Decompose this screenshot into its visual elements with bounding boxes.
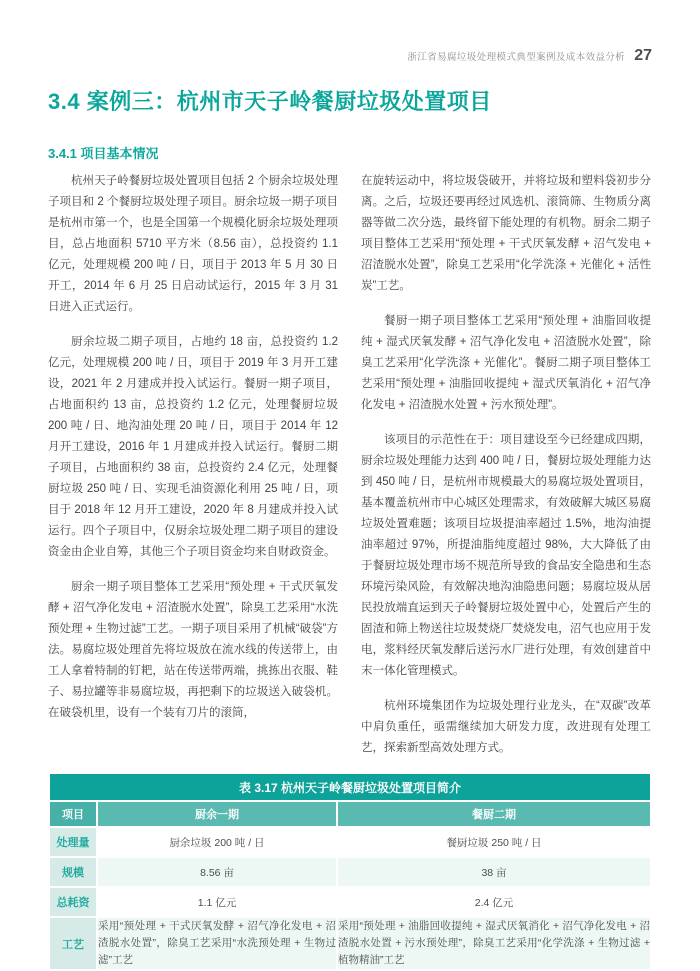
paragraph: 杭州环境集团作为垃圾处理行业龙头，在“双碳”改革中肩负重任，亟需继续加大研发力度，改进现有处理工艺，探索新型高效处理方式。 [361,700,651,754]
table-header-row [50,802,650,826]
body-columns [48,171,652,759]
paragraph: 厨余一期子项目整体工艺采用“预处理 + 干式厌氧发酵 + 沼气净化发电 + 沼渣脱水处置”，除臭工艺采用“水洗预处理 + 生物过滤”工艺。一期子项目采用了机械“破袋”方法。易腐垃圾处理首先将垃圾放在流水线的传送带上，由工人拿着特制的钉耙，站在传送带两端，挑拣出衣服、鞋子、易拉罐等非易腐垃圾，再把剩下的垃圾送入破袋机。在破袋机里，设有一个装有刀片的滚筒， [48,581,338,719]
row-label: 处理量 [50,828,96,856]
cell-value: 采用“预处理 + 油脂回收提纯 + 湿式厌氧消化 + 沼气净化发电 + 沼渣脱水处置 + 污水预处理”，除臭工艺采用“化学洗涤 + 生物过滤 + 植物精油”工艺 [338,918,650,969]
row-label: 规模 [50,858,96,886]
cell-value: 采用“预处理 + 干式厌氧发酵 + 沼气净化发电 + 沼渣脱水处置”，除臭工艺采用“水洗预处理 + 生物过滤”工艺 [98,918,336,969]
project-intro-table [48,772,652,971]
table-row-process [50,918,650,969]
booklet-title: 浙江省易腐垃圾处理模式典型案例及成本效益分析 [407,52,626,63]
cell-value: 2.4 亿元 [338,888,650,916]
paragraph: 杭州天子岭餐厨垃圾处置项目包括 2 个厨余垃圾处理子项目和 2 个餐厨垃圾处理子项目。厨余垃圾一期子项目是杭州市第一个，也是全国第一个规模化厨余垃圾处理项目，总占地面积 5710 平方米（8.56 亩），总投资约 1.1 亿元，处理规模 200 吨 / 日，项目于 2013 年 5 月 30 日开工，2014 年 6 月 25 日启动试运行，2015 年 3 月 31 日进入正式运行。 [48,175,338,313]
left-column [48,171,338,759]
table-row-scale [50,858,650,886]
table-row-investment [50,888,650,916]
header-cell-phase2: 餐厨二期 [338,802,650,826]
row-label: 工艺 [50,918,96,969]
page-number: 27 [634,47,652,64]
cell-value: 1.1 亿元 [98,888,336,916]
cell-value: 餐厨垃圾 250 吨 / 日 [338,828,650,856]
cell-value: 厨余垃圾 200 吨 / 日 [98,828,336,856]
row-label: 总耗资 [50,888,96,916]
table-title: 表 3.17 杭州天子岭餐厨垃圾处置项目简介 [50,774,650,800]
header-cell-phase1: 厨余一期 [98,802,336,826]
header-cell-item: 项目 [50,802,96,826]
table-title-row [50,774,650,800]
cell-value: 8.56 亩 [98,858,336,886]
chapter-title: 3.4 案例三：杭州市天子岭餐厨垃圾处置项目 [48,89,492,114]
paragraph-continuation: 在旋转运动中，将垃圾袋破开，并将垃圾和塑料袋初步分离。之后，垃圾还要再经过风选机、滚筒筛、生物质分离器等做二次分选，最终留下能处理的有机物。厨余二期子项目整体工艺采用“预处理 + 干式厌氧发酵 + 沼气发电 + 沼渣脱水处置”，除臭工艺采用“化学洗涤 + 光催化 + 活性炭”工艺。 [361,175,651,292]
paragraph: 餐厨一期子项目整体工艺采用“预处理 + 油脂回收提纯 + 湿式厌氧发酵 + 沼气净化发电 + 沼渣脱水处置”，除臭工艺采用“化学洗涤 + 光催化”。餐厨二期子项目整体工艺采用“预处理 + 油脂回收提纯 + 湿式厌氧消化 + 沼气净化发电 + 沼渣脱水处置 + 污水预处理”。 [361,315,651,411]
paragraph: 厨余垃圾二期子项目，占地约 18 亩，总投资约 1.2 亿元，处理规模 200 吨 / 日，项目于 2019 年 3 月开工建设，2021 年 2 月建成并投入试运行。餐厨一期子项目，占地面积约 13 亩，总投资约 1.2 亿元，处理餐厨垃圾 200 吨 / 日、地沟油处理 20 吨 / 日，项目于 2014 年 12 月开工建设，2016 年 1 月建成并投入试运行。餐厨二期子项目，占地面积约 38 亩，总投资约 2.4 亿元，处理餐厨垃圾 250 吨 / 日、实现毛油资源化利用 25 吨 / 日，项目于 2018 年 12 月开工建设，2020 年 8 月建成并投入试运行。四个子项目中，仅厨余垃圾处理二期子项目的建设资金由企业自筹，其他三个子项目资金均来自财政资金。 [48,336,338,558]
right-column [361,171,651,759]
section-heading: 3.4.1 项目基本情况 [48,146,159,161]
running-head [48,0,652,65]
table-row-capacity [50,828,650,856]
cell-value: 38 亩 [338,858,650,886]
paragraph: 该项目的示范性在于：项目建设至今已经建成四期，厨余垃圾处理能力达到 400 吨 / 日，餐厨垃圾处理能力达到 450 吨 / 日，是杭州市规模最大的易腐垃圾处置项目，基本覆盖杭州市中心城区处理需求，有效破解大城区易腐垃圾处置难题；该项目垃圾提油率超过 1.5%，地沟油提油率超过 97%，所提油脂纯度超过 98%，大大降低了由于餐厨垃圾处理市场不规范所导致的食品安全隐患和生态环境污染风险，有效解决地沟油隐患问题；易腐垃圾从居民投放端直运到天子岭餐厨垃圾处置中心，处置后产生的固渣和筛上物送往垃圾焚烧厂焚烧发电，沼气也应用于发电，浆料经厌氧发酵后送污水厂进行处理，有效创建首中末一体化管理模式。 [361,434,651,677]
